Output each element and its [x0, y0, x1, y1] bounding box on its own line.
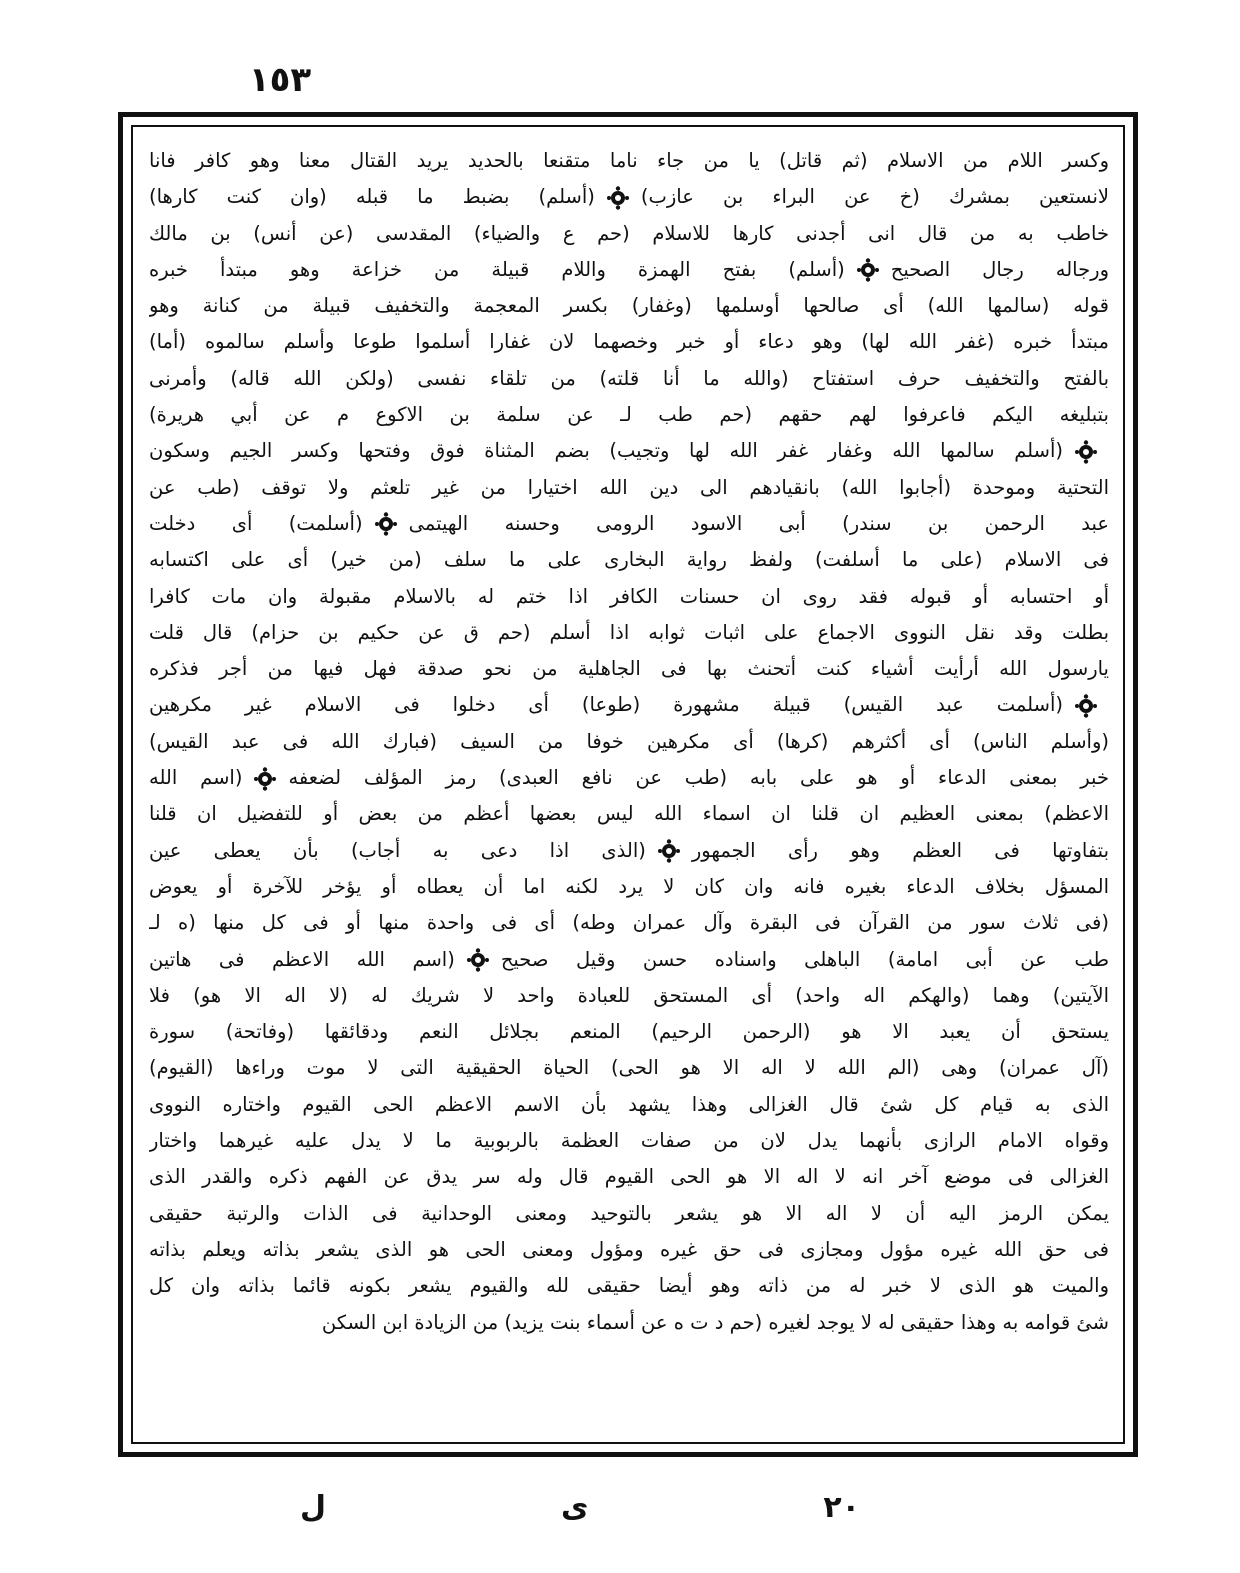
text-line: [149, 687, 1109, 723]
text-segment: المسؤل بخلاف الدعاء بغيره فانه وان كان لا يرد لكنه اما أن يعطاه أو يؤخر للآخرة أو يعوض: [149, 874, 1109, 898]
text-segment: التحتية وموحدة (أجابوا الله) بانقيادهم الى دين الله اختيارا من غير تلعثم ولا توقف (طب عن: [149, 475, 1109, 499]
text-line: [149, 978, 1109, 1014]
text-line: [149, 397, 1109, 433]
text-segment: قوله (سالمها الله) أى صالحها أوسلمها (وغفار) بكسر المعجمة والتخفيف قبيلة من كنانة وهو: [149, 294, 1109, 318]
text-segment: طب عن أبى امامة) الباهلى واسناده حسن وقيل صحيح: [500, 947, 1109, 971]
text-segment: (اسم الله: [149, 766, 243, 790]
text-segment: بتفاوتها فى العظم وهو رأى الجمهور: [691, 838, 1109, 862]
text-line: [149, 361, 1109, 397]
rosette-icon: [1075, 440, 1097, 464]
text-line: [149, 651, 1109, 687]
body-text: [149, 143, 1109, 1432]
text-segment: أو احتسابه أو قبوله فقد روى ان حسنات الكافر اذا ختم له بالاسلام مقبولة وان مات كافرا: [149, 584, 1109, 608]
text-line: [149, 724, 1109, 760]
text-line: [149, 1159, 1109, 1195]
page-frame: [118, 112, 1138, 1457]
text-line: [149, 143, 1109, 179]
text-line: [149, 542, 1109, 578]
text-line: [149, 1087, 1109, 1123]
text-line: [149, 1014, 1109, 1050]
text-segment: (الذى اذا دعى به أجاب) بأن يعطى عين: [149, 838, 646, 862]
text-segment: خاطب به من قال انى أجدنى كارها للاسلام (حم ع والضياء) المقدسى (عن أنس) بن مالك: [149, 221, 1109, 245]
text-segment: يمكن الرمز اليه أن لا اله الا هو يشعر بالتوحيد ومعنى الوحدانية فى الذات والرتبة حقيقى: [149, 1201, 1109, 1225]
text-line: [149, 615, 1109, 651]
text-segment: (أسلمت) أى دخلت: [149, 511, 363, 535]
text-segment: لانستعين بمشرك (خ عن البراء بن عازب): [640, 185, 1109, 209]
page-number: ١٥٣: [248, 60, 312, 100]
text-segment: (أسلم) بفتح الهمزة واللام قبيلة من خزاعة وهو مبتدأ خبره: [149, 257, 845, 281]
text-segment: يستحق أن يعبد الا هو (الرحمن الرحيم) المنعم بجلائل النعم ودقائقها (وفاتحة) سورة: [149, 1020, 1109, 1044]
text-line: [149, 288, 1109, 324]
text-segment: (آل عمران) وهى (الم الله لا اله الا هو الحى) الحياة الحقيقية التى لا موت وراءها (القيوم): [149, 1056, 1109, 1080]
text-line: [149, 942, 1109, 978]
text-line: [149, 252, 1109, 288]
text-segment: والميت هو الذى لا خبر له من ذاته وهو أيضا حقيقى لله والقيوم يشعر بكونه قائما بذاته وان كل: [149, 1274, 1109, 1298]
rosette-icon: [467, 948, 489, 972]
text-segment: ورجاله رجال الصحيح: [890, 257, 1109, 281]
text-segment: بالفتح والتخفيف حرف استفتاح (والله ما أنا قلته) من تلقاء نفسى (ولكن الله قاله) وأمرنى: [149, 366, 1109, 390]
text-line: [149, 1050, 1109, 1086]
text-segment: شئ قوامه به وهذا حقيقى له لا يوجد لغيره (حم د ت ه عن أسماء بنت يزيد) من الزيادة ابن السكن: [321, 1310, 1109, 1334]
text-segment: وقواه الامام الرازى بأنهما يدل لان من صفات العظمة بالربوبية ما لا يدل عليه غيرهما واختار: [149, 1129, 1109, 1153]
text-segment: الغزالى فى موضع آخر انه لا اله الا هو الحى القيوم قال وله سر يدق عن الفهم ذكره والقدر الذى: [149, 1165, 1109, 1189]
text-segment: يارسول الله أرأيت أشياء كنت أتحنث بها فى الجاهلية من نحو صدقة فهل فيها من أجر فذكره: [149, 657, 1109, 681]
text-segment: الآيتين) وهما (والهكم اله واحد) أى المستحق للعبادة واحد لا شريك له (لا اله الا هو) فلا: [149, 983, 1109, 1007]
text-segment: (وأسلم الناس) أى أكثرهم (كرها) أى مكرهين خوفا من السيف (فبارك الله فى عبد القيس): [149, 729, 1109, 753]
text-segment: عبد الرحمن بن سندر) أبى الاسود الرومى وحسنه الهيتمى: [408, 511, 1109, 535]
text-line: [149, 216, 1109, 252]
text-segment: (فى ثلاث سور من القرآن فى البقرة وآل عمران وطه) أى فى واحدة منها أو فى كل منها (ه لـ: [149, 911, 1109, 935]
text-line: [149, 1268, 1109, 1304]
text-segment: مبتدأ خبره (غفر الله لها) وهو دعاء أو خبر وخصهما لان غفارا أسلموا طوعا وأسلم سالموه (أما): [149, 330, 1109, 354]
signature-mark: ى: [560, 1489, 589, 1525]
text-line: [149, 869, 1109, 905]
text-segment: بطلت وقد نقل النووى الاجماع على اثبات ثوابه اذا أسلم (حم ق عن حكيم بن حزام) قال قلت: [149, 620, 1109, 644]
text-segment: (أسلم سالمها الله وغفار غفر الله لها وتجيب) بضم المثناة فوق وفتحها وكسر الجيم وسكون: [149, 439, 1063, 463]
signature-marks: [300, 1482, 860, 1532]
rosette-icon: [658, 839, 680, 863]
text-line: [149, 179, 1109, 215]
signature-mark: ل: [300, 1489, 327, 1525]
rosette-icon: [857, 258, 879, 282]
text-segment: وكسر اللام من الاسلام (ثم قاتل) يا من جاء ناما متقنعا بالحديد يريد القتال معنا وهو كافر فانا: [149, 149, 1109, 172]
rosette-icon: [254, 767, 276, 791]
text-line: [149, 433, 1109, 469]
text-line: [149, 905, 1109, 941]
rosette-icon: [375, 512, 397, 536]
page-frame-inner: [131, 125, 1125, 1444]
rosette-icon: [607, 186, 629, 210]
text-line: [149, 324, 1109, 360]
text-segment: فى الاسلام (على ما أسلفت) ولفظ رواية البخارى على ما سلف (من خير) أى على اكتسابه: [149, 548, 1109, 572]
text-line: [149, 1232, 1109, 1268]
text-segment: (اسم الله الاعظم فى هاتين: [149, 947, 455, 971]
signature-mark: ٢٠: [823, 1489, 860, 1525]
text-line: [149, 506, 1109, 542]
text-segment: الاعظم) بمعنى العظيم ان قلنا ان اسماء الله ليس بعضها أعظم من بعض أو للتفضيل ان قلنا: [149, 802, 1109, 826]
text-line: [149, 833, 1109, 869]
text-segment: الذى به قيام كل شئ قال الغزالى وهذا يشهد بأن الاسم الاعظم الحى القيوم واختاره النووى: [149, 1092, 1109, 1116]
text-line: [149, 579, 1109, 615]
text-segment: بتبليغه اليكم فاعرفوا لهم حقهم (حم طب لـ عن سلمة بن الاكوع م عن أبي هريرة): [149, 403, 1109, 427]
text-segment: (أسلم) بضبط ما قبله (وان كنت كارها): [149, 185, 595, 209]
text-line: [149, 796, 1109, 832]
rosette-icon: [1075, 694, 1097, 718]
text-line: [149, 1196, 1109, 1232]
text-line: [149, 1305, 1109, 1341]
text-line: [149, 470, 1109, 506]
text-segment: خبر بمعنى الدعاء أو هو على بابه (طب عن نافع العبدى) رمز المؤلف لضعفه: [288, 766, 1109, 790]
text-line: [149, 760, 1109, 796]
text-line: [149, 1123, 1109, 1159]
text-segment: (أسلمت عبد القيس) قبيلة مشهورة (طوعا) أى دخلوا فى الاسلام غير مكرهين: [149, 693, 1063, 717]
text-segment: فى حق الله غيره مؤول ومجازى فى حق غيره ومؤول ومعنى الحى هو الذى يشعر بذاته ويعلم بذاته: [149, 1237, 1109, 1261]
